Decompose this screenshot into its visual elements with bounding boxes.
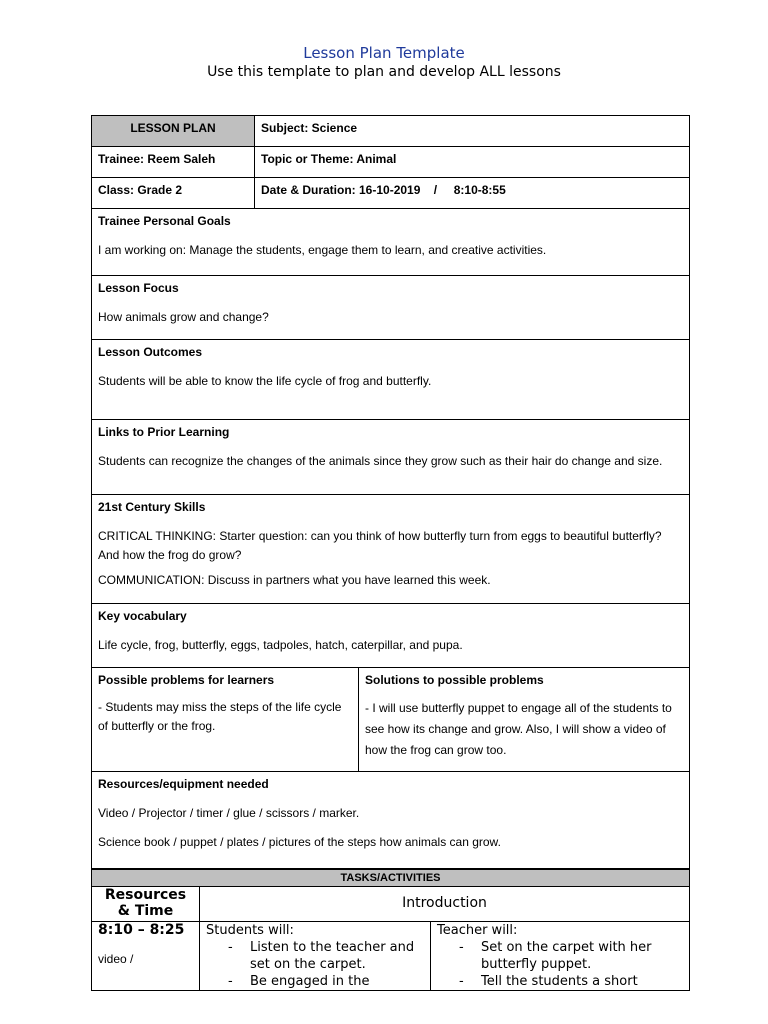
activity-time: 8:10 – 8:25 [98,922,185,938]
list-item: - Be engaged in the [206,973,424,990]
focus-text: How animals grow and change? [98,310,269,324]
document-subtitle: Use this template to plan and develop ALL lessons [207,64,561,80]
students-will-list [206,939,424,990]
document-title: Lesson Plan Template [303,44,465,62]
prior-learning-section [92,420,690,495]
activity-resource: video / [98,952,134,966]
problems-heading: Possible problems for learners [98,673,275,687]
problems-section [92,668,359,772]
subject-cell: Subject: Science [255,116,690,147]
students-will-cell [200,922,431,991]
class-cell: Class: Grade 2 [92,178,255,209]
page-header [0,44,768,81]
goals-text: I am working on: Manage the students, engage them to learn, and creative activities. [98,243,547,257]
outcomes-section [92,340,690,420]
trainee-cell: Trainee: Reem Saleh [92,147,255,178]
solutions-section [359,668,690,772]
list-item: - Set on the carpet with her butterfly puppet. [437,939,683,973]
teacher-will-label: Teacher will: [437,923,518,938]
skills-communication: COMMUNICATION: Discuss in partners what you have learned this week. [98,573,491,587]
prior-learning-heading: Links to Prior Learning [98,425,230,439]
vocabulary-text: Life cycle, frog, butterfly, eggs, tadpoles, hatch, caterpillar, and pupa. [98,638,463,652]
time-resource-cell [92,922,200,991]
skills-section [92,495,690,604]
resources-heading: Resources/equipment needed [98,777,269,791]
list-item: - Tell the students a short [437,973,683,990]
skills-critical-thinking: CRITICAL THINKING: Starter question: can you think of how butterfly turn from eggs to beautiful butterfly? And how the frog do grow? [98,529,662,562]
problems-text: - Students may miss the steps of the life cycle of butterfly or the frog. [98,700,342,733]
resources-line-1: Video / Projector / timer / glue / scissors / marker. [98,806,360,820]
resources-line-2: Science book / puppet / plates / pictures of the steps how animals can grow. [98,835,501,849]
teacher-will-list [437,939,683,990]
tasks-activities-table [91,869,690,991]
outcomes-heading: Lesson Outcomes [98,345,203,359]
list-item: - Listen to the teacher and set on the carpet. [206,939,424,973]
lesson-plan-label: LESSON PLAN [92,116,255,147]
prior-learning-text: Students can recognize the changes of the animals since they grow such as their hair do change and size. [98,454,663,468]
introduction-header: Introduction [200,887,690,922]
focus-section [92,276,690,340]
topic-cell: Topic or Theme: Animal [255,147,690,178]
solutions-heading: Solutions to possible problems [365,673,544,687]
solutions-text: - I will use butterfly puppet to engage all of the students to see how its change and grow. Also, I will show a video of how the frog can grow too. [365,701,672,757]
resources-time-header: Resources & Time [92,887,200,922]
goals-heading: Trainee Personal Goals [98,214,231,228]
lesson-plan-table [91,115,690,869]
date-duration-cell: Date & Duration: 16-10-2019 / 8:10-8:55 [255,178,690,209]
tasks-activities-heading: TASKS/ACTIVITIES [92,870,690,887]
students-will-label: Students will: [206,923,294,938]
focus-heading: Lesson Focus [98,281,179,295]
teacher-will-cell [431,922,690,991]
goals-section [92,209,690,276]
resources-section [92,772,690,869]
skills-heading: 21st Century Skills [98,500,206,514]
vocabulary-section [92,604,690,668]
vocabulary-heading: Key vocabulary [98,609,187,623]
outcomes-text: Students will be able to know the life cycle of frog and butterfly. [98,374,432,388]
